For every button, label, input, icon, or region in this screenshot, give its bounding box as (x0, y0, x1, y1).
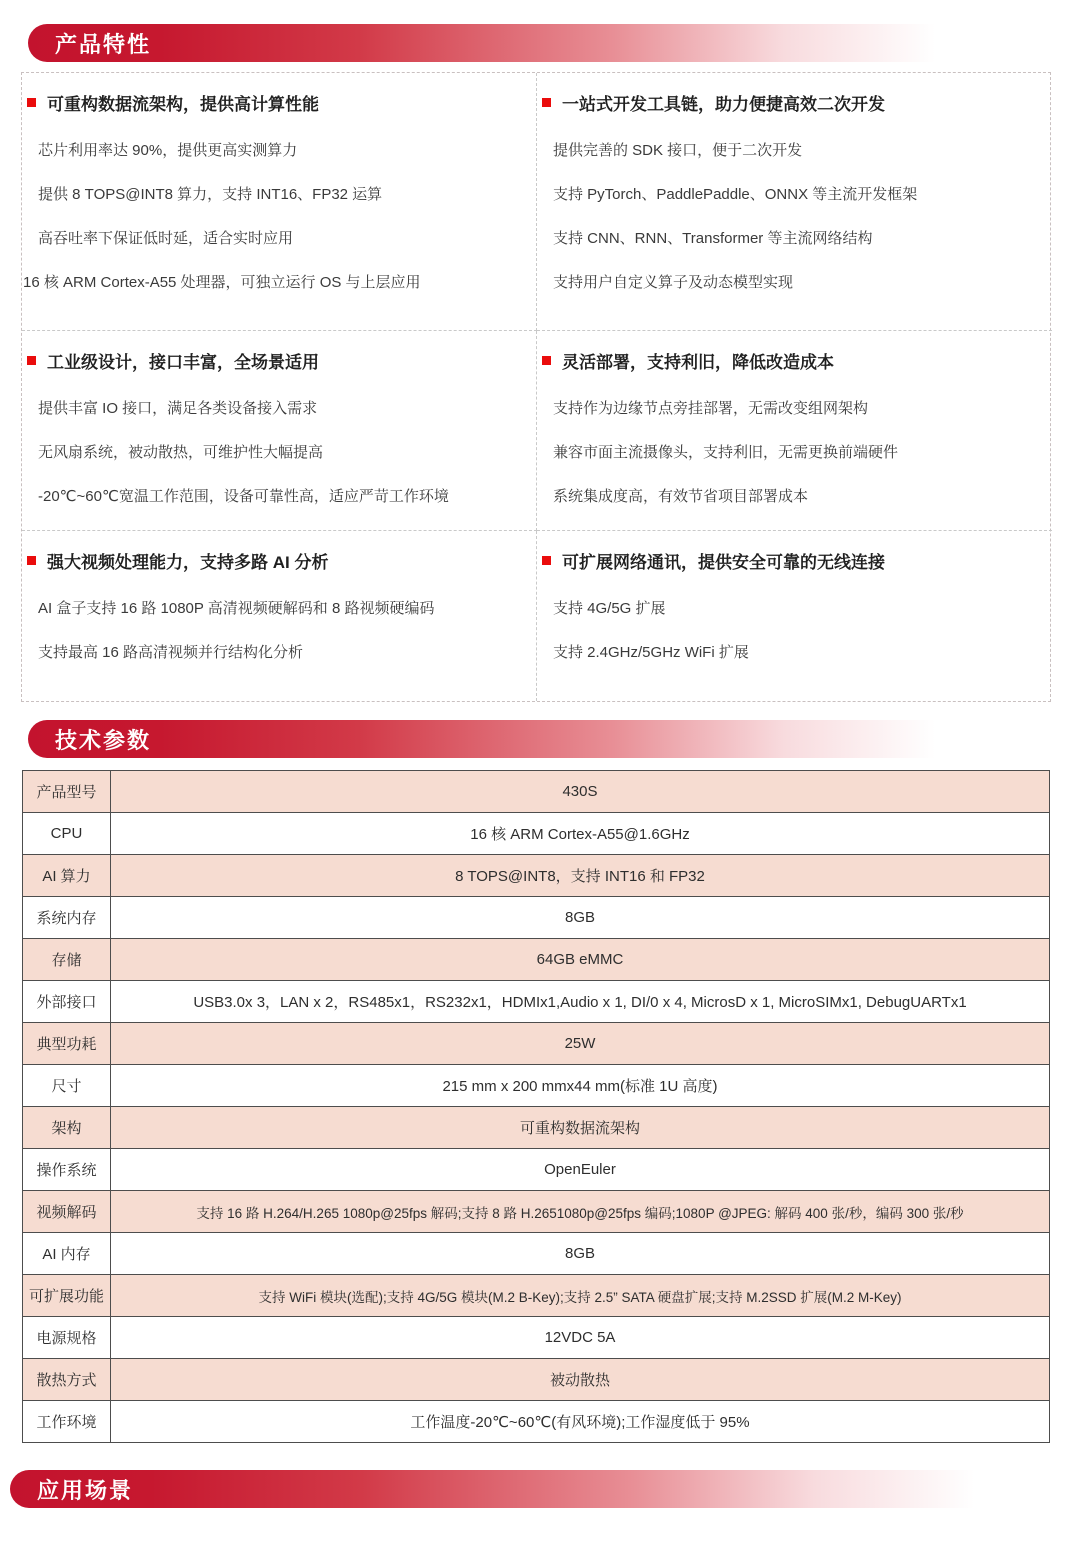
feature-title (537, 548, 1052, 573)
spec-value: 支持 16 路 H.264/H.265 1080p@25fps 解码;支持 8 路 H.2651080p@25fps 编码;1080P @JPEG: 解码 400 张/秒，编码 300 张/秒 (111, 1191, 1050, 1233)
feature-title (537, 90, 1052, 115)
feature-line: AI 盒子支持 16 路 1080P 高清视频硬解码和 8 路视频硬编码 (38, 600, 435, 617)
spec-label: 尺寸 (23, 1065, 111, 1107)
feature-cell-industrial-design (22, 331, 537, 531)
feature-title (537, 348, 1052, 373)
feature-title (22, 548, 536, 573)
spec-value: 8GB (111, 897, 1050, 939)
feature-line: 提供 8 TOPS@INT8 算力，支持 INT16、FP32 运算 (38, 186, 383, 203)
section-title: 产品特性 (55, 31, 152, 57)
feature-line: 系统集成度高，有效节省项目部署成本 (553, 488, 809, 505)
feature-cell-reconfigurable-arch (22, 73, 537, 331)
specs-table (22, 770, 1050, 1443)
spec-row-dimensions (23, 1065, 1050, 1107)
spec-row-video-decode (23, 1191, 1050, 1233)
spec-row-ai-memory (23, 1233, 1050, 1275)
feature-line: 支持 PyTorch、PaddlePaddle、ONNX 等主流开发框架 (553, 186, 918, 203)
spec-label: 操作系统 (23, 1149, 111, 1191)
feature-title-text: 灵活部署，支持利旧，降低改造成本 (562, 353, 834, 372)
spec-row-cpu (23, 813, 1050, 855)
spec-value: 8GB (111, 1233, 1050, 1275)
section-title: 应用场景 (37, 1477, 134, 1503)
spec-row-power-consumption (23, 1023, 1050, 1065)
features-grid (21, 72, 1051, 702)
feature-title-text: 可重构数据流架构，提供高计算性能 (47, 95, 319, 114)
feature-line: 芯片利用率达 90%，提供更高实测算力 (38, 142, 298, 159)
red-square-bullet-icon (542, 356, 551, 365)
section-header-features (28, 24, 973, 62)
spec-label: 可扩展功能 (23, 1275, 111, 1317)
spec-value: 64GB eMMC (111, 939, 1050, 981)
spec-value: 25W (111, 1023, 1050, 1065)
feature-cell-network-comm (537, 531, 1052, 701)
feature-line: 支持最高 16 路高清视频并行结构化分析 (38, 644, 304, 661)
feature-cell-video-processing (22, 531, 537, 701)
feature-line: 16 核 ARM Cortex-A55 处理器，可独立运行 OS 与上层应用 (23, 274, 421, 291)
section-header-scenarios (10, 1470, 1015, 1508)
spec-row-storage (23, 939, 1050, 981)
spec-label: 系统内存 (23, 897, 111, 939)
feature-title-text: 一站式开发工具链，助力便捷高效二次开发 (562, 95, 885, 114)
feature-line: 兼容市面主流摄像头，支持利旧，无需更换前端硬件 (553, 444, 899, 461)
feature-title-text: 工业级设计，接口丰富，全场景适用 (47, 353, 319, 372)
spec-row-environment (23, 1401, 1050, 1443)
spec-row-external-ports (23, 981, 1050, 1023)
feature-line: 提供完善的 SDK 接口，便于二次开发 (553, 142, 803, 159)
spec-value: 被动散热 (111, 1359, 1050, 1401)
feature-line: 支持 4G/5G 扩展 (553, 600, 666, 617)
spec-row-architecture (23, 1107, 1050, 1149)
spec-label: CPU (23, 813, 111, 855)
feature-line: 提供丰富 IO 接口，满足各类设备接入需求 (38, 400, 318, 417)
spec-value: 430S (111, 771, 1050, 813)
feature-line: 支持用户自定义算子及动态模型实现 (553, 274, 794, 291)
red-square-bullet-icon (27, 556, 36, 565)
feature-title (22, 90, 536, 115)
spec-label: 产品型号 (23, 771, 111, 813)
red-square-bullet-icon (27, 98, 36, 107)
spec-label: AI 内存 (23, 1233, 111, 1275)
feature-title (22, 348, 536, 373)
spec-value: 215 mm x 200 mmx44 mm(标准 1U 高度) (111, 1065, 1050, 1107)
spec-row-cooling (23, 1359, 1050, 1401)
spec-value: USB3.0x 3，LAN x 2，RS485x1，RS232x1，HDMIx1,Audio x 1, DI/0 x 4, MicrosD x 1, MicroSIMx1, DebugUARTx1 (111, 981, 1050, 1023)
red-square-bullet-icon (542, 98, 551, 107)
feature-cell-dev-toolchain (537, 73, 1052, 331)
feature-line: 高吞吐率下保证低时延，适合实时应用 (38, 230, 294, 247)
spec-label: 存储 (23, 939, 111, 981)
red-square-bullet-icon (542, 556, 551, 565)
spec-label: 架构 (23, 1107, 111, 1149)
feature-line: 支持作为边缘节点旁挂部署，无需改变组网架构 (553, 400, 869, 417)
feature-line: -20℃~60℃宽温工作范围，设备可靠性高，适应严苛工作环境 (38, 488, 449, 505)
spec-label: 工作环境 (23, 1401, 111, 1443)
spec-label: AI 算力 (23, 855, 111, 897)
spec-value: OpenEuler (111, 1149, 1050, 1191)
spec-label: 散热方式 (23, 1359, 111, 1401)
feature-line: 支持 CNN、RNN、Transformer 等主流网络结构 (553, 230, 873, 247)
feature-line: 支持 2.4GHz/5GHz WiFi 扩展 (553, 644, 749, 661)
spec-value: 支持 WiFi 模块(选配);支持 4G/5G 模块(M.2 B-Key);支持 2.5” SATA 硬盘扩展;支持 M.2SSD 扩展(M.2 M-Key) (111, 1275, 1050, 1317)
spec-value: 12VDC 5A (111, 1317, 1050, 1359)
spec-label: 视频解码 (23, 1191, 111, 1233)
spec-row-power-spec (23, 1317, 1050, 1359)
spec-row-expandability (23, 1275, 1050, 1317)
spec-value: 8 TOPS@INT8，支持 INT16 和 FP32 (111, 855, 1050, 897)
feature-line: 无风扇系统，被动散热，可维护性大幅提高 (38, 444, 324, 461)
feature-title-text: 可扩展网络通讯，提供安全可靠的无线连接 (562, 553, 885, 572)
feature-title-text: 强大视频处理能力，支持多路 AI 分析 (47, 553, 329, 572)
feature-cell-flexible-deploy (537, 331, 1052, 531)
spec-label: 电源规格 (23, 1317, 111, 1359)
spec-row-ai-power (23, 855, 1050, 897)
spec-value: 16 核 ARM Cortex-A55@1.6GHz (111, 813, 1050, 855)
spec-row-os (23, 1149, 1050, 1191)
spec-label: 外部接口 (23, 981, 111, 1023)
spec-row-system-memory (23, 897, 1050, 939)
spec-label: 典型功耗 (23, 1023, 111, 1065)
spec-value: 工作温度-20℃~60℃(有风环境);工作湿度低于 95% (111, 1401, 1050, 1443)
section-title: 技术参数 (55, 727, 152, 753)
section-header-specs (28, 720, 973, 758)
spec-row-model (23, 771, 1050, 813)
red-square-bullet-icon (27, 356, 36, 365)
spec-value: 可重构数据流架构 (111, 1107, 1050, 1149)
